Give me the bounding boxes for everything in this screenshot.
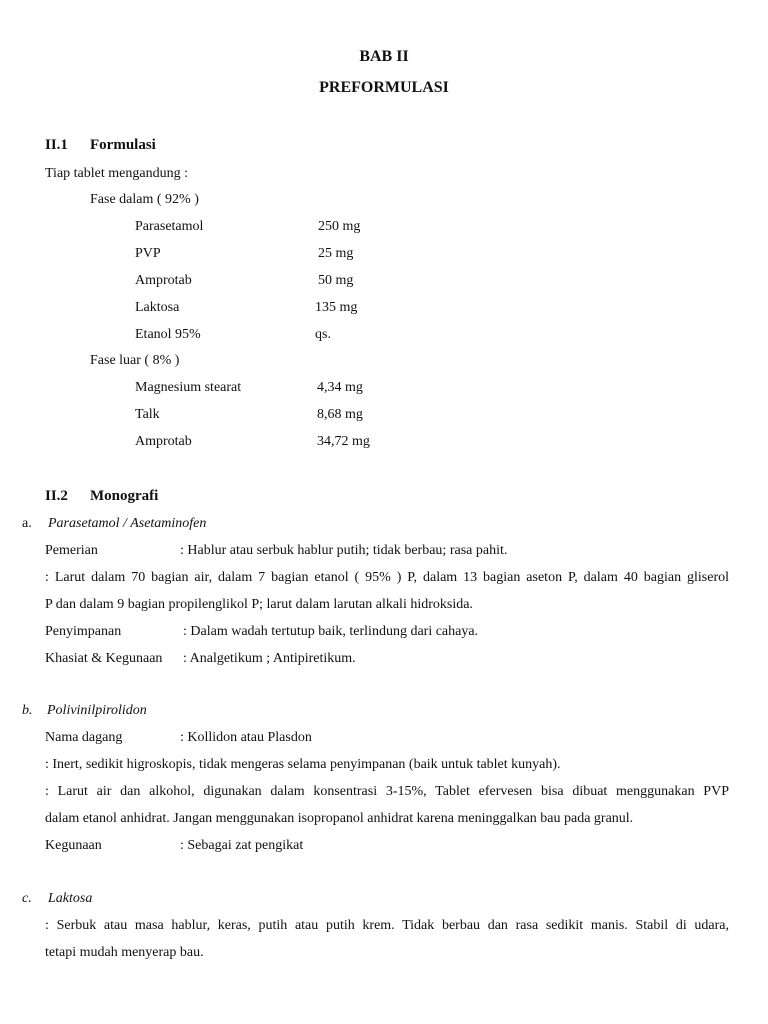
kelarutan-line: : Larut air dan alkohol, digunakan dalam konsentrasi 3-15%, Tablet efervesen bisa dibuat menggunakan PVP bbox=[45, 784, 729, 799]
outer-phase-label: Fase luar ( 8% ) bbox=[90, 353, 180, 368]
pemerian-line: tetapi mudah menyerap bau. bbox=[45, 945, 204, 960]
kelarutan-line: : Larut dalam 70 bagian air, dalam 7 bagian etanol ( 95% ) P, dalam 13 bagian aseton P, dalam 40 bagian gliserol bbox=[45, 570, 729, 585]
nama-dagang-value: : Kollidon atau Plasdon bbox=[180, 730, 312, 745]
ingredient-amount: 34,72 mg bbox=[317, 434, 370, 449]
ingredient-amount: qs. bbox=[315, 327, 331, 342]
section-number-monografi: II.2 bbox=[45, 488, 68, 504]
pemerian-value: : Hablur atau serbuk hablur putih; tidak berbau; rasa pahit. bbox=[180, 543, 508, 558]
ingredient-name: Talk bbox=[135, 407, 160, 422]
ingredient-name: Etanol 95% bbox=[135, 327, 201, 342]
khasiat-label: Khasiat & Kegunaan bbox=[45, 651, 163, 666]
chapter-title: BAB II bbox=[359, 48, 409, 65]
ingredient-amount: 8,68 mg bbox=[317, 407, 363, 422]
khasiat-value: : Analgetikum ; Antipiretikum. bbox=[183, 651, 356, 666]
section-heading-monografi: Monografi bbox=[90, 488, 159, 504]
kegunaan-value: : Sebagai zat pengikat bbox=[180, 838, 304, 853]
penyimpanan-value: : Dalam wadah tertutup baik, terlindung dari cahaya. bbox=[183, 624, 479, 639]
penyimpanan-label: Penyimpanan bbox=[45, 624, 122, 639]
chapter-name: PREFORMULASI bbox=[319, 79, 449, 96]
ingredient-amount: 25 mg bbox=[318, 246, 354, 261]
pemerian-label: Pemerian bbox=[45, 543, 98, 558]
sifat-line: : Inert, sedikit higroskopis, tidak mengeras selama penyimpanan (baik untuk tablet kunyah). bbox=[45, 757, 561, 772]
nama-dagang-label: Nama dagang bbox=[45, 730, 123, 745]
ingredient-name: Laktosa bbox=[135, 300, 180, 315]
ingredient-amount: 4,34 mg bbox=[317, 380, 363, 395]
ingredient-name: Amprotab bbox=[135, 434, 192, 449]
ingredient-amount: 250 mg bbox=[318, 219, 361, 234]
ingredient-amount: 135 mg bbox=[315, 300, 358, 315]
item-marker-c: c. bbox=[22, 891, 32, 906]
ingredient-name: PVP bbox=[135, 246, 161, 261]
section-number-formulasi: II.1 bbox=[45, 137, 68, 153]
item-marker-a: a. bbox=[22, 516, 32, 531]
kelarutan-line: dalam etanol anhidrat. Jangan menggunakan isopropanol anhidrat karena meninggalkan bau pada granul. bbox=[45, 811, 634, 826]
ingredient-name: Parasetamol bbox=[135, 219, 204, 234]
section-heading-formulasi: Formulasi bbox=[90, 137, 156, 153]
item-marker-b: b. bbox=[22, 703, 33, 718]
kegunaan-label: Kegunaan bbox=[45, 838, 102, 853]
ingredient-amount: 50 mg bbox=[318, 273, 354, 288]
monograph-title-pvp: Polivinilpirolidon bbox=[47, 703, 147, 718]
inner-phase-label: Fase dalam ( 92% ) bbox=[90, 192, 199, 207]
ingredient-name: Magnesium stearat bbox=[135, 380, 242, 395]
ingredient-name: Amprotab bbox=[135, 273, 192, 288]
monograph-title-parasetamol: Parasetamol / Asetaminofen bbox=[48, 516, 207, 531]
pemerian-line: : Serbuk atau masa hablur, keras, putih atau putih krem. Tidak berbau dan rasa sedikit manis. Stabil di udara, bbox=[45, 918, 729, 933]
formula-intro: Tiap tablet mengandung : bbox=[45, 166, 188, 181]
kelarutan-line: P dan dalam 9 bagian propilenglikol P; larut dalam larutan alkali hidroksida. bbox=[45, 597, 473, 612]
monograph-title-laktosa: Laktosa bbox=[48, 891, 93, 906]
